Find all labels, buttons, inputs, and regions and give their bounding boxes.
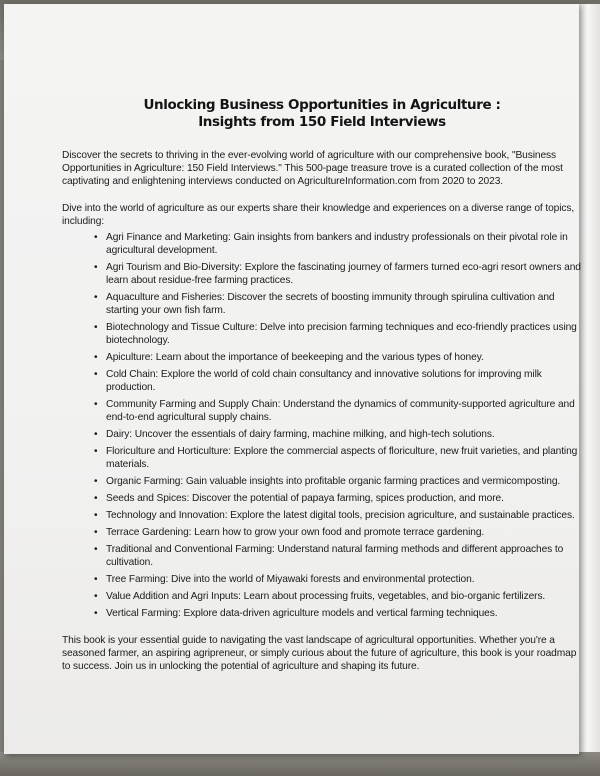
topic-text: Seeds and Spices: Discover the potential of papaya farming, spices production, and more. — [106, 493, 504, 504]
bullet-icon: • — [94, 352, 98, 363]
topic-list-item — [96, 475, 582, 488]
bullet-icon: • — [94, 446, 98, 457]
bullet-icon: • — [94, 608, 98, 619]
topic-text: Dairy: Uncover the essentials of dairy farming, machine milking, and high-tech solutions. — [106, 429, 495, 440]
topic-list-item — [96, 291, 582, 317]
topic-text: Aquaculture and Fisheries: Discover the secrets of boosting immunity through spirulina cultivation and starting your own fish farm. — [106, 292, 555, 316]
topic-text: Agri Tourism and Bio-Diversity: Explore the fascinating journey of farmers turned eco-agri resort owners and learn about residue-free farming practices. — [106, 262, 581, 286]
topic-text: Biotechnology and Tissue Culture: Delve into precision farming techniques and eco-friendly practices using biotechnology. — [106, 322, 577, 346]
bullet-icon: • — [94, 292, 98, 303]
book-title-line-2: Insights from 150 Field Interviews — [198, 114, 446, 130]
topic-list-item — [96, 607, 582, 620]
book-page-edge — [579, 4, 600, 752]
bullet-icon: • — [94, 262, 98, 273]
topic-list — [62, 231, 582, 620]
topics-lead-in: Dive into the world of agriculture as our experts share their knowledge and experiences on a diverse range of topics, including: — [62, 203, 575, 227]
bullet-icon: • — [94, 399, 98, 410]
topic-text: Apiculture: Learn about the importance of beekeeping and the various types of honey. — [106, 352, 484, 363]
topic-text: Traditional and Conventional Farming: Understand natural farming methods and different approaches to cultivation. — [106, 544, 564, 568]
topic-text: Technology and Innovation: Explore the latest digital tools, precision agriculture, and sustainable practices. — [106, 510, 575, 521]
topic-text: Terrace Gardening: Learn how to grow your own food and promote terrace gardening. — [106, 527, 485, 538]
topic-list-item — [96, 509, 582, 522]
topic-text: Tree Farming: Dive into the world of Miyawaki forests and environmental protection. — [106, 574, 475, 585]
bullet-icon: • — [94, 591, 98, 602]
topic-text: Vertical Farming: Explore data-driven agriculture models and vertical farming techniques. — [106, 608, 498, 619]
bullet-icon: • — [94, 476, 98, 487]
bullet-icon: • — [94, 369, 98, 380]
topic-list-item — [96, 398, 582, 424]
topic-text: Cold Chain: Explore the world of cold chain consultancy and innovative solutions for improving milk production. — [106, 369, 542, 393]
topic-text: Floriculture and Horticulture: Explore the commercial aspects of floriculture, new fruit varieties, and planting materials. — [106, 446, 578, 470]
bullet-icon: • — [94, 574, 98, 585]
book-title — [62, 97, 582, 131]
bullet-icon: • — [94, 429, 98, 440]
topic-list-item — [96, 428, 582, 441]
topic-list-item — [96, 590, 582, 603]
topic-list-item — [96, 321, 582, 347]
bullet-icon: • — [94, 510, 98, 521]
bullet-icon: • — [94, 544, 98, 555]
topic-list-item — [96, 526, 582, 539]
topic-text: Agri Finance and Marketing: Gain insights from bankers and industry professionals on their pivotal role in agricultural development. — [106, 232, 568, 256]
topic-list-item — [96, 261, 582, 287]
topic-list-item — [96, 492, 582, 505]
bullet-icon: • — [94, 527, 98, 538]
bullet-icon: • — [94, 322, 98, 333]
cover-text-block — [62, 97, 582, 673]
topic-list-item — [96, 543, 582, 569]
topic-list-item — [96, 445, 582, 471]
bullet-icon: • — [94, 232, 98, 243]
intro-paragraph: Discover the secrets to thriving in the ever-evolving world of agriculture with our comprehensive book, "Business Opportunities in Agriculture: 150 Field Interviews." This 500-page treasure trove is a curated collection of the most captivating and enlightening interviews conducted on AgricultureInformation.com from 2020 to 2023. — [62, 150, 563, 187]
topic-text: Value Addition and Agri Inputs: Learn about processing fruits, vegetables, and bio-organic fertilizers. — [106, 591, 546, 602]
topic-text: Community Farming and Supply Chain: Understand the dynamics of community-supported agriculture and end-to-end agricultural supply chains. — [106, 399, 575, 423]
topic-list-item — [96, 573, 582, 586]
background-surface-bottom — [0, 752, 600, 776]
topic-list-item — [96, 351, 582, 364]
book-title-line-1: Unlocking Business Opportunities in Agriculture : — [143, 97, 501, 113]
topic-text: Organic Farming: Gain valuable insights into profitable organic farming practices and vermicomposting. — [106, 476, 561, 487]
topic-list-item — [96, 231, 582, 257]
book-back-cover — [4, 4, 579, 754]
closing-paragraph: This book is your essential guide to navigating the vast landscape of agricultural opportunities. Whether you're a seasoned farmer, an aspiring agripreneur, or simply curious about the future of agriculture, this book is your roadmap to success. Join us in unlocking the potential of agriculture and shaping its future. — [62, 635, 577, 672]
topic-list-item — [96, 368, 582, 394]
bullet-icon: • — [94, 493, 98, 504]
